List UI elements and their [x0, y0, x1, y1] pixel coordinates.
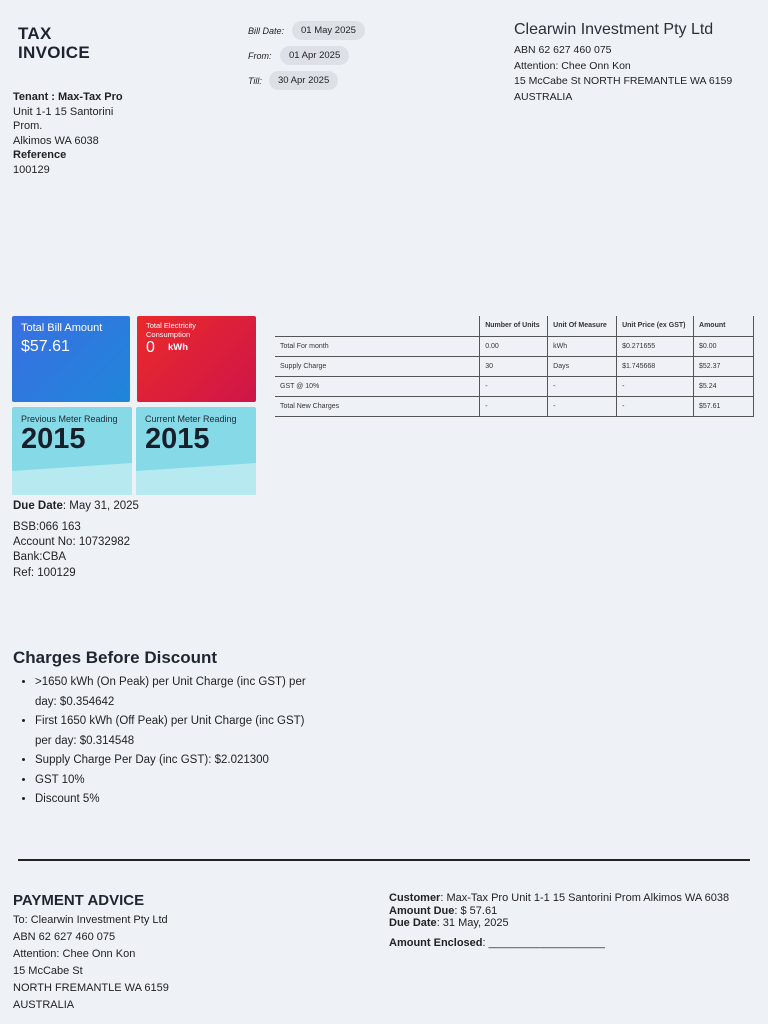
total-bill-label: Total Bill Amount — [21, 322, 103, 334]
table-row — [275, 336, 754, 356]
table-cell: $57.61 — [694, 396, 754, 416]
invoice-title — [18, 24, 90, 62]
table-cell: - — [480, 396, 548, 416]
due-date — [13, 499, 139, 515]
pa-abn: ABN 62 627 460 075 — [13, 931, 116, 943]
electricity-unit: kWh — [168, 342, 189, 353]
bank-details — [13, 520, 130, 581]
bsb: BSB:066 163 — [13, 521, 81, 533]
pa-amount-due-label: Amount Due — [389, 904, 455, 917]
table-row — [275, 356, 754, 376]
company-country: AUSTRALIA — [514, 90, 573, 103]
table-cell: - — [617, 376, 694, 396]
table-cell: $1.745668 — [617, 356, 694, 376]
table-cell: Supply Charge — [275, 356, 480, 376]
table-cell: $0.00 — [694, 336, 754, 356]
pa-street: 15 McCabe St — [13, 965, 83, 977]
table-cell: Total New Charges — [275, 396, 480, 416]
pa-amount-enclosed-label: Amount Enclosed — [389, 936, 483, 949]
account-number: Account No: 10732982 — [13, 536, 131, 549]
table-header: Number of Units — [480, 316, 548, 336]
table-cell: $52.37 — [694, 356, 754, 376]
pa-due-date-label: Due Date — [389, 917, 437, 929]
meter-chart-area — [12, 455, 132, 495]
table-row — [275, 376, 754, 396]
reference-value: 100129 — [13, 163, 50, 176]
current-meter-card — [136, 407, 256, 495]
charges-table — [275, 316, 754, 417]
table-cell: $0.271655 — [617, 336, 694, 356]
invoice-title-line1: TAX — [18, 24, 52, 43]
list-item: • First 1650 kWh (Off Peak) per Unit Charge (inc GST) per day: $0.314548 — [35, 712, 310, 751]
payment-ref: Ref: 100129 — [13, 566, 76, 579]
charges-before-discount-title: Charges Before Discount — [13, 648, 218, 667]
table-cell: Total For month — [275, 336, 480, 356]
current-meter-value: 2015 — [145, 423, 210, 455]
meter-chart-area — [136, 455, 256, 495]
tenant-address-line1: Unit 1-1 15 Santorini — [13, 105, 114, 118]
till-date-value: 30 Apr 2025 — [269, 71, 338, 90]
list-item: • Discount 5% — [35, 790, 310, 810]
electricity-card — [137, 316, 256, 402]
bill-date-label: Bill Date: — [248, 26, 285, 36]
pa-due-date — [389, 917, 749, 930]
company-details — [514, 20, 732, 105]
table-cell: - — [480, 376, 548, 396]
table-header — [275, 316, 480, 336]
list-item: • Supply Charge Per Day (inc GST): $2.021300 — [35, 751, 310, 771]
company-name: Clearwin Investment Pty Ltd — [514, 21, 714, 38]
tenant-details — [13, 90, 143, 177]
table-header: Amount — [694, 316, 754, 336]
pa-customer — [389, 892, 749, 905]
current-meter-label: Current Meter Reading — [145, 414, 237, 424]
pa-customer-label: Customer — [389, 892, 441, 904]
tenant-label: Tenant : Max-Tax Pro — [13, 91, 123, 103]
pa-amount-due-value: : $ 57.61 — [454, 904, 498, 917]
electricity-value: 0 — [146, 339, 155, 356]
table-cell: - — [548, 396, 617, 416]
previous-meter-card — [12, 407, 132, 495]
table-cell: Days — [548, 356, 617, 376]
pa-to: To: Clearwin Investment Pty Ltd — [13, 914, 168, 926]
table-cell: - — [617, 396, 694, 416]
due-date-value: : May 31, 2025 — [62, 500, 139, 512]
tenant-address-line3: Alkimos WA 6038 — [13, 134, 99, 147]
invoice-title-line2: INVOICE — [18, 43, 91, 62]
pa-suburb: NORTH FREMANTLE WA 6159 — [13, 982, 169, 994]
pa-attention: Attention: Chee Onn Kon — [13, 948, 136, 960]
till-date-label: Till: — [248, 76, 262, 86]
table-header: Unit Of Measure — [548, 316, 617, 336]
table-cell: $5.24 — [694, 376, 754, 396]
total-bill-card — [12, 316, 130, 402]
list-item: • GST 10% — [35, 771, 310, 791]
table-cell: 0.00 — [480, 336, 548, 356]
pa-amount-due — [389, 905, 749, 918]
pa-due-date-value: : 31 May, 2025 — [436, 917, 509, 929]
bill-date-value: 01 May 2025 — [292, 21, 365, 40]
from-date-label: From: — [248, 51, 272, 61]
reference-label: Reference — [13, 149, 67, 161]
tenant-address-line2: Prom. — [13, 120, 43, 132]
from-date-value: 01 Apr 2025 — [280, 46, 349, 65]
pa-amount-enclosed-value: : ___________________ — [482, 936, 605, 949]
charges-before-discount-list — [35, 673, 310, 810]
table-row — [275, 396, 754, 416]
company-attention: Attention: Chee Onn Kon — [514, 59, 631, 72]
company-address: 15 McCabe St NORTH FREMANTLE WA 6159 — [514, 75, 733, 87]
previous-meter-value: 2015 — [21, 423, 86, 455]
pa-customer-value: : Max-Tax Pro Unit 1-1 15 Santorini Prom Alkimos WA 6038 — [440, 892, 730, 904]
table-cell: - — [548, 376, 617, 396]
bank-name: Bank:CBA — [13, 551, 67, 564]
list-item: • >1650 kWh (On Peak) per Unit Charge (inc GST) per day: $0.354642 — [35, 673, 310, 712]
table-cell: kWh — [548, 336, 617, 356]
payment-advice-title: PAYMENT ADVICE — [13, 892, 145, 909]
company-abn: ABN 62 627 460 075 — [514, 44, 612, 56]
pa-country: AUSTRALIA — [13, 999, 75, 1011]
pa-amount-enclosed — [389, 937, 749, 950]
total-bill-value: $57.61 — [21, 338, 70, 355]
table-cell: GST @ 10% — [275, 376, 480, 396]
table-cell: 30 — [480, 356, 548, 376]
electricity-label: Total Electricity Consumption — [146, 321, 197, 339]
payment-advice-address — [13, 912, 169, 1014]
previous-meter-label: Previous Meter Reading — [21, 414, 118, 424]
due-date-label: Due Date — [13, 500, 63, 512]
divider — [18, 859, 750, 861]
payment-advice-summary — [389, 892, 749, 949]
table-header: Unit Price (ex GST) — [617, 316, 694, 336]
